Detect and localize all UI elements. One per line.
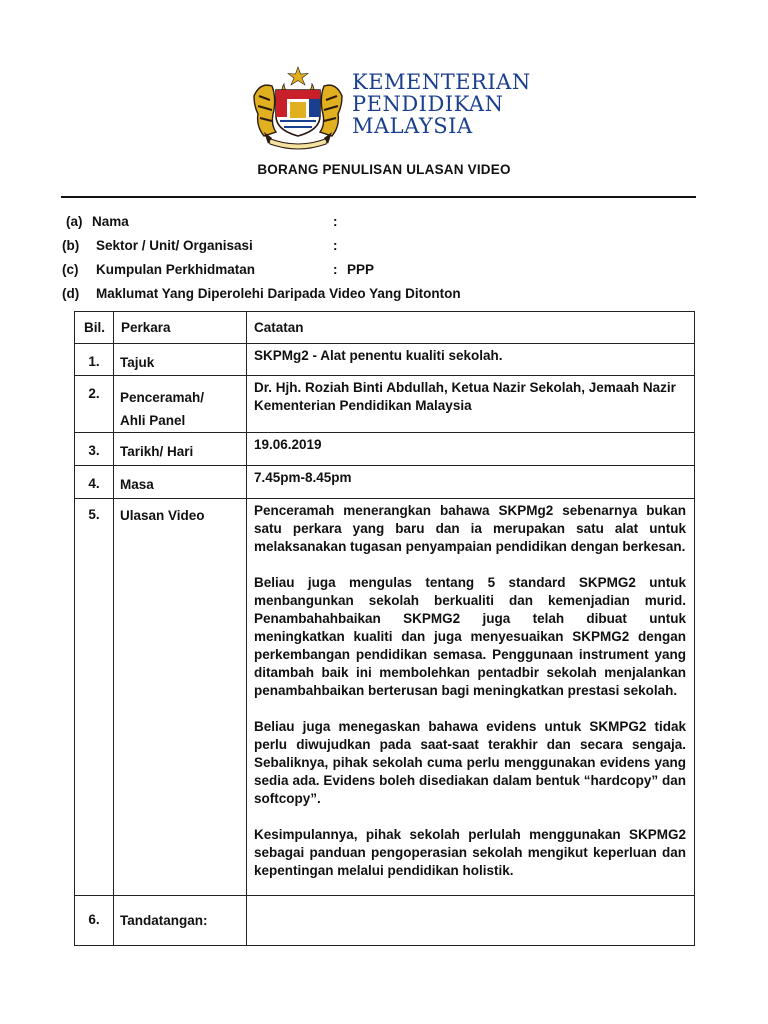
ministry-crest-logo — [250, 66, 346, 150]
table-header-row — [75, 312, 695, 344]
field-marker: (d) — [62, 286, 80, 301]
table-row — [75, 466, 695, 499]
review-paragraph: Kesimpulannya, pihak sekolah perlulah menggunakan SKPMG2 sebagai panduan pengoperasian sekolah mengikut keperluan dan kepentingan melalui pendidikan holistik. — [254, 827, 686, 878]
review-paragraph: Penceramah menerangkan bahawa SKPMg2 sebenarnya bukan satu perkara yang baru dan ia merupakan satu alat untuk melaksanakan tugasan penyampaian pendidikan dengan berkesan. — [254, 503, 686, 554]
header-cell: Catatan — [247, 312, 695, 344]
signature-field[interactable] — [247, 896, 695, 946]
video-review-table — [74, 311, 695, 946]
row-value[interactable] — [247, 499, 695, 896]
table-row — [75, 376, 695, 433]
review-paragraph: Beliau juga menegaskan bahawa evidens untuk SKMPG2 tidak perlu diwujudkan pada saat-saat terakhir dan secara sengaja. Sebaliknya, pihak sekolah cuma perlu menggunakan evidens yang sedia ada. Evidens boleh disediakan dalam bentuk “hardcopy” dan softcopy”. — [254, 719, 686, 806]
row-label: Ulasan Video — [114, 499, 247, 896]
table-row — [75, 499, 695, 896]
row-label: Masa — [114, 466, 247, 499]
row-number: 1. — [75, 344, 114, 376]
field-colon: : — [333, 262, 338, 277]
table-row — [75, 433, 695, 466]
row-value[interactable]: SKPMg2 - Alat penentu kualiti sekolah. — [247, 344, 695, 376]
row-number: 4. — [75, 466, 114, 499]
row-label: Tajuk — [114, 344, 247, 376]
table-row — [75, 896, 695, 946]
field-label: Kumpulan Perkhidmatan — [96, 262, 256, 277]
row-number: 3. — [75, 433, 114, 466]
field-marker: (c) — [62, 262, 79, 277]
field-value[interactable]: PPP — [347, 262, 375, 277]
ministry-line-1: KEMENTERIAN — [352, 70, 531, 94]
header-cell: Bil. — [75, 312, 114, 344]
title-divider — [61, 196, 696, 198]
row-value[interactable]: 7.45pm-8.45pm — [247, 466, 695, 499]
field-label: Sektor / Unit/ Organisasi — [96, 238, 253, 253]
field-marker: (b) — [62, 238, 80, 253]
field-colon: : — [333, 238, 338, 253]
table-row — [75, 344, 695, 376]
field-label: Nama — [92, 214, 129, 229]
row-label: Tandatangan: — [114, 896, 247, 946]
field-marker: (a) — [66, 214, 83, 229]
ministry-line-3: MALAYSIA — [352, 114, 473, 138]
row-label: Tarikh/ Hari — [114, 433, 247, 466]
row-number: 6. — [75, 896, 114, 946]
crest-emblem-icon — [250, 66, 346, 150]
row-number: 2. — [75, 376, 114, 433]
row-label: Penceramah/ Ahli Panel — [114, 376, 247, 433]
header-cell: Perkara — [114, 312, 247, 344]
ministry-line-2: PENDIDIKAN — [352, 92, 504, 116]
ministry-wordmark — [352, 72, 531, 138]
row-number: 5. — [75, 499, 114, 896]
field-colon: : — [333, 214, 338, 229]
field-label: Maklumat Yang Diperolehi Daripada Video Yang Ditonton — [96, 286, 461, 301]
row-value[interactable]: Dr. Hjh. Roziah Binti Abdullah, Ketua Nazir Sekolah, Jemaah Nazir Kementerian Pendidikan Malaysia — [247, 376, 695, 433]
form-title: BORANG PENULISAN ULASAN VIDEO — [257, 162, 511, 177]
review-paragraph: Beliau juga mengulas tentang 5 standard SKPMG2 untuk menbangunkan sekolah berkualiti dan kemenjadian murid. Penambahahbaikan SKPMG2 juga telah dibuat untuk meningkatkan kualiti dan juga menyesuaikan SKPMG2 dengan perkembangan pendidikan semasa. Penggunaan instrument yang ditambah baik ini membolehkan pentadbir sekolah menjalankan penambahbaikan berterusan bagi meningkatkan prestasi sekolah. — [254, 575, 686, 698]
row-value[interactable]: 19.06.2019 — [247, 433, 695, 466]
